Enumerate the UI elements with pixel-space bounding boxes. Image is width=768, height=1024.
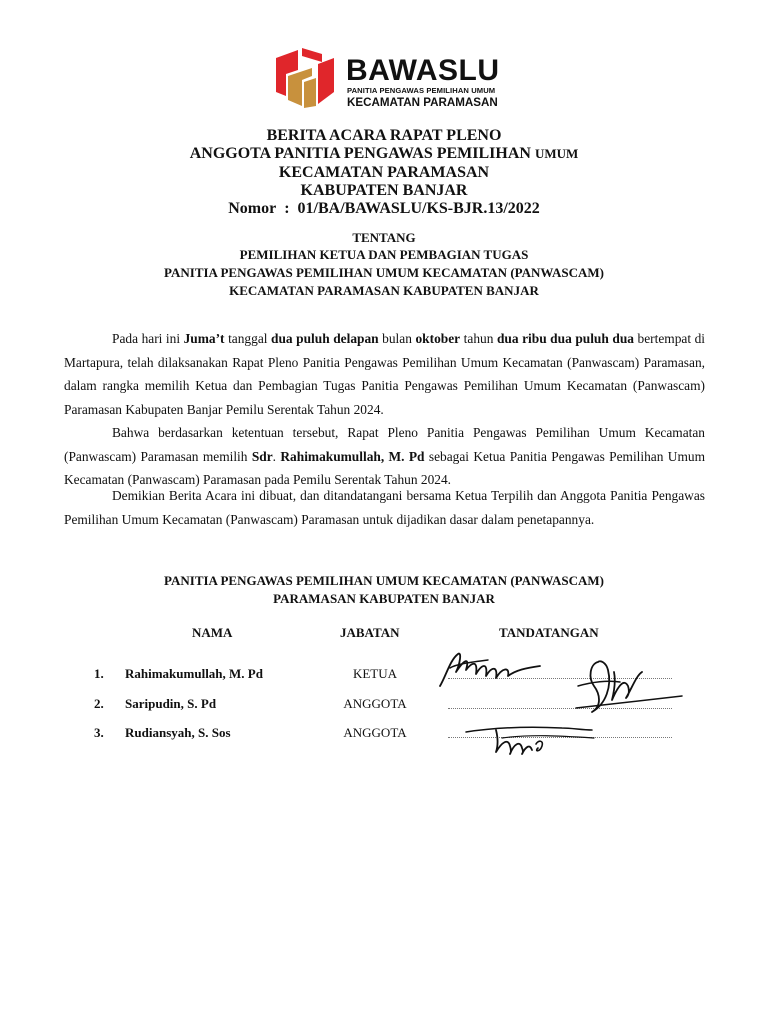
table-row xyxy=(0,696,768,714)
row-number: 2. xyxy=(94,696,104,711)
document-title-line-2 xyxy=(0,145,768,163)
document-title: BERITA ACARA RAPAT PLENO xyxy=(266,127,502,144)
subject-heading: TENTANG xyxy=(352,230,416,245)
p1-month: oktober xyxy=(415,331,461,346)
p2-text-c: . xyxy=(272,448,281,464)
signature-line xyxy=(448,737,672,738)
committee-line-2: PARAMASAN KABUPATEN BANJAR xyxy=(273,591,495,606)
row-role: KETUA xyxy=(352,666,398,681)
logo-brand-text: BAWASLU xyxy=(346,54,500,87)
header-name: NAMA xyxy=(192,625,233,640)
logo-subtitle-1: PANITIA PENGAWAS PEMILIHAN UMUM xyxy=(347,86,496,95)
p1-text-i: bertempat di Martapura, telah dilaksanakan Rapat Pleno Panitia Pengawas Pemilihan Umum Kecamatan (Panwascam) Paramasan, dalam rangka memilih Ketua dan Pembagian Tugas Panitia Pengawas Pemilihan Umum Kecamatan (Panwascam) Paramasan Kabupaten Banjar Pemilu Serentak Tahun 2024. xyxy=(64,331,706,417)
p1-text-a: Pada hari ini xyxy=(112,331,184,346)
document-title-line-4: KABUPATEN BANJAR xyxy=(300,182,468,199)
nomor-label: Nomor xyxy=(228,200,277,217)
p1-text-c: tanggal xyxy=(224,331,272,346)
paragraph-2 xyxy=(64,421,705,492)
row-role: ANGGOTA xyxy=(343,725,407,740)
p2-chair-name: Rahimakumullah, M. Pd xyxy=(280,448,425,464)
bawaslu-logo xyxy=(272,46,532,112)
title-2-small: UMUM xyxy=(534,146,579,161)
title-2-main: ANGGOTA PANITIA PENGAWAS PEMILIHAN xyxy=(189,145,535,162)
signature-line xyxy=(448,708,672,709)
document-title-line-3: KECAMATAN PARAMASAN xyxy=(278,164,490,181)
signature-line xyxy=(448,678,672,679)
row-role: ANGGOTA xyxy=(343,696,407,711)
paragraph-3 xyxy=(64,484,705,531)
p2-text-a: Bahwa berdasarkan ketentuan tersebut, Rapat Pleno Panitia Pengawas Pemilihan Umum Kecamatan (Panwascam) Paramasan memilih xyxy=(64,425,705,464)
subject-line-3: KECAMATAN PARAMASAN KABUPATEN BANJAR xyxy=(229,283,539,298)
table-row xyxy=(0,725,768,743)
subject-line-1: PEMILIHAN KETUA DAN PEMBAGIAN TUGAS xyxy=(239,247,529,262)
nomor-separator: : xyxy=(284,200,290,217)
document-number xyxy=(0,200,768,218)
row-name: Rahimakumullah, M. Pd xyxy=(125,666,263,681)
header-role: JABATAN xyxy=(340,625,400,640)
p3-text: Demikian Berita Acara ini dibuat, dan ditandatangani bersama Ketua Terpilih dan Anggota Panitia Pengawas Pemilihan Umum Kecamatan (Panwascam) Paramasan untuk dijadikan dasar dalam penetapannya. xyxy=(64,488,705,527)
row-name: Saripudin, S. Pd xyxy=(125,696,217,711)
logo-subtitle-2: KECAMATAN PARAMASAN xyxy=(347,96,498,109)
bawaslu-emblem-icon xyxy=(272,46,338,112)
subject-line-2: PANITIA PENGAWAS PEMILIHAN UMUM KECAMATAN (PANWASCAM) xyxy=(164,265,604,280)
p1-date: dua puluh delapan xyxy=(271,331,379,346)
row-number: 1. xyxy=(94,666,104,681)
p1-text-g: tahun xyxy=(460,331,497,346)
nomor-value: 01/BA/BAWASLU/KS-BJR.13/2022 xyxy=(297,200,540,217)
row-number: 3. xyxy=(94,725,104,740)
row-name: Rudiansyah, S. Sos xyxy=(125,725,231,740)
header-signature: TANDATANGAN xyxy=(499,625,599,640)
p2-sdr: Sdr xyxy=(251,448,273,464)
p1-text-e: bulan xyxy=(378,331,416,346)
p1-year: dua ribu dua puluh dua xyxy=(496,331,634,346)
p2-text-e: sebagai Ketua Panitia Pengawas Pemilihan Umum Kecamatan (Panwascam) Paramasan pada Pemilu Serentak Tahun 2024. xyxy=(64,448,705,488)
p1-day: Juma’t xyxy=(183,331,225,346)
table-row xyxy=(0,666,768,684)
paragraph-1 xyxy=(64,327,705,421)
committee-line-1: PANITIA PENGAWAS PEMILIHAN UMUM KECAMATAN (PANWASCAM) xyxy=(164,573,604,588)
